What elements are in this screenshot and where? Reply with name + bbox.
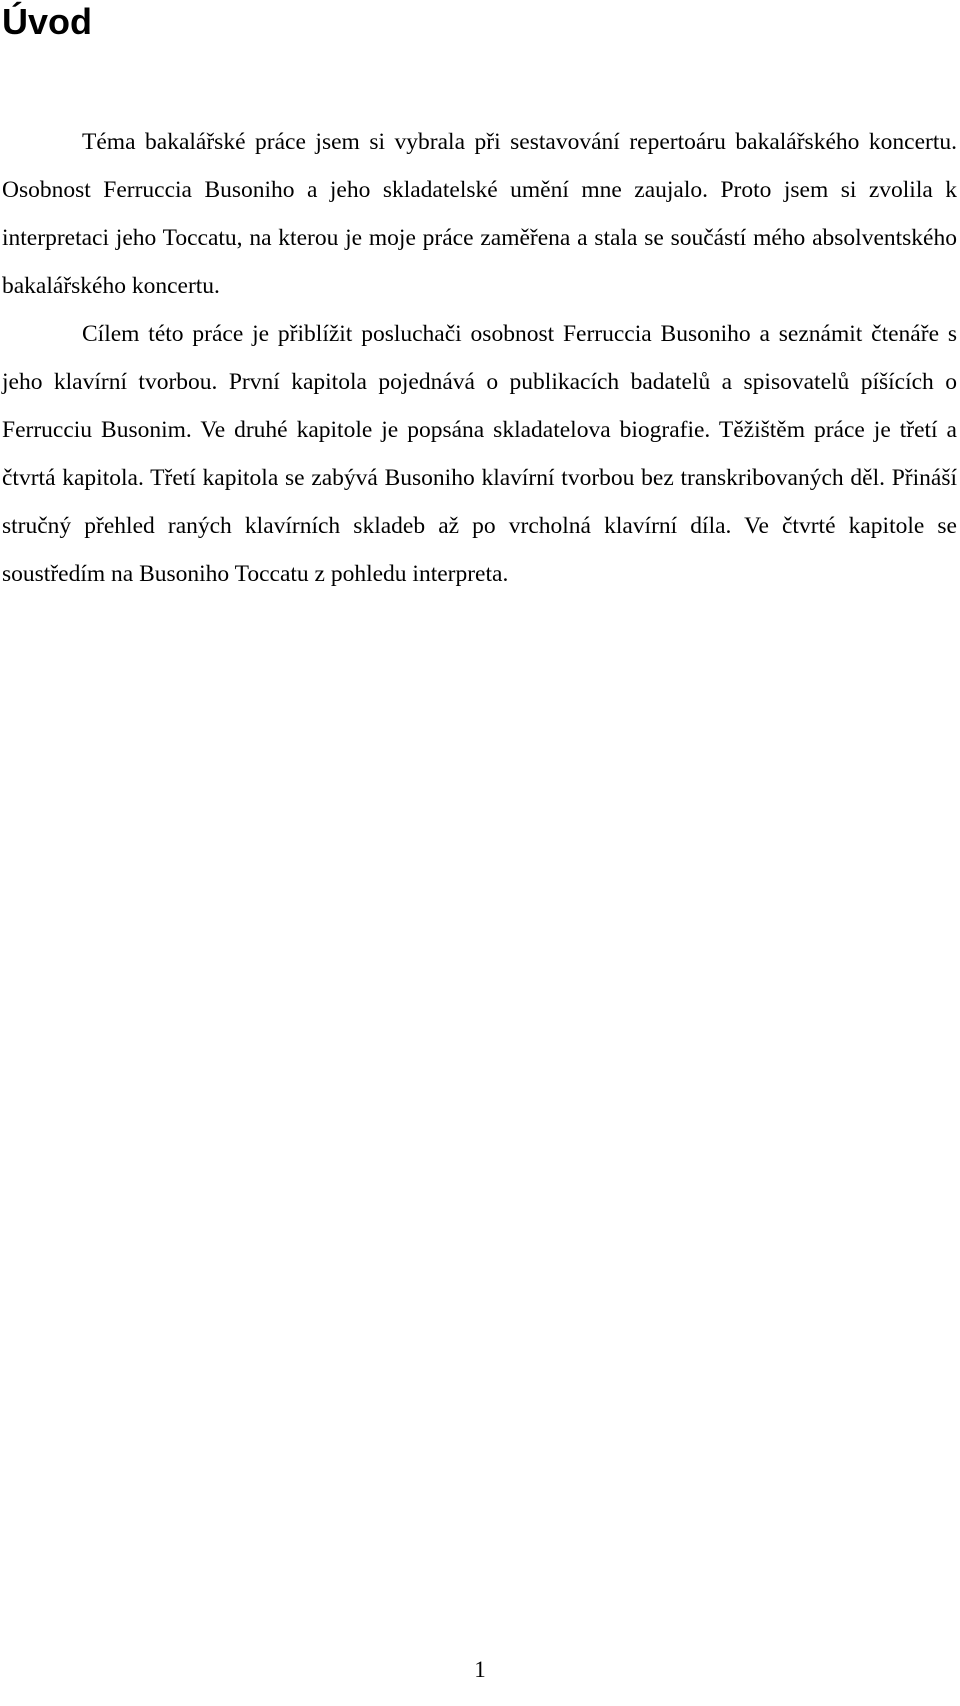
paragraph-aims: Cílem této práce je přiblížit posluchači osobnost Ferruccia Busoniho a seznámit čtenáře s jeho klavírní tvorbou. První kapitola pojednává o publikacích badatelů a spisovatelů píšících o Ferrucciu Busonim. Ve druhé kapitole je popsána skladatelova biografie. Těžištěm práce je třetí a čtvrtá kapitola. Třetí kapitola se zabývá Busoniho klavírní tvorbou bez transkribovaných děl. Přináší stručný přehled raných klavírních skladeb až po vrcholná klavírní díla. Ve čtvrté kapitole se soustředím na Busoniho Toccatu z pohledu interpreta. — [2, 321, 957, 587]
page-number: 1 — [474, 1657, 486, 1682]
body-text — [2, 118, 957, 598]
page-title: Úvod — [2, 1, 92, 42]
paragraph-intro: Téma bakalářské práce jsem si vybrala při sestavování repertoáru bakalářského koncertu. Osobnost Ferruccia Busoniho a jeho skladatelské umění mne zaujalo. Proto jsem si zvolila k interpretaci jeho Toccatu, na kterou je moje práce zaměřena a stala se součástí mého absolventského bakalářského koncertu. — [2, 129, 957, 299]
